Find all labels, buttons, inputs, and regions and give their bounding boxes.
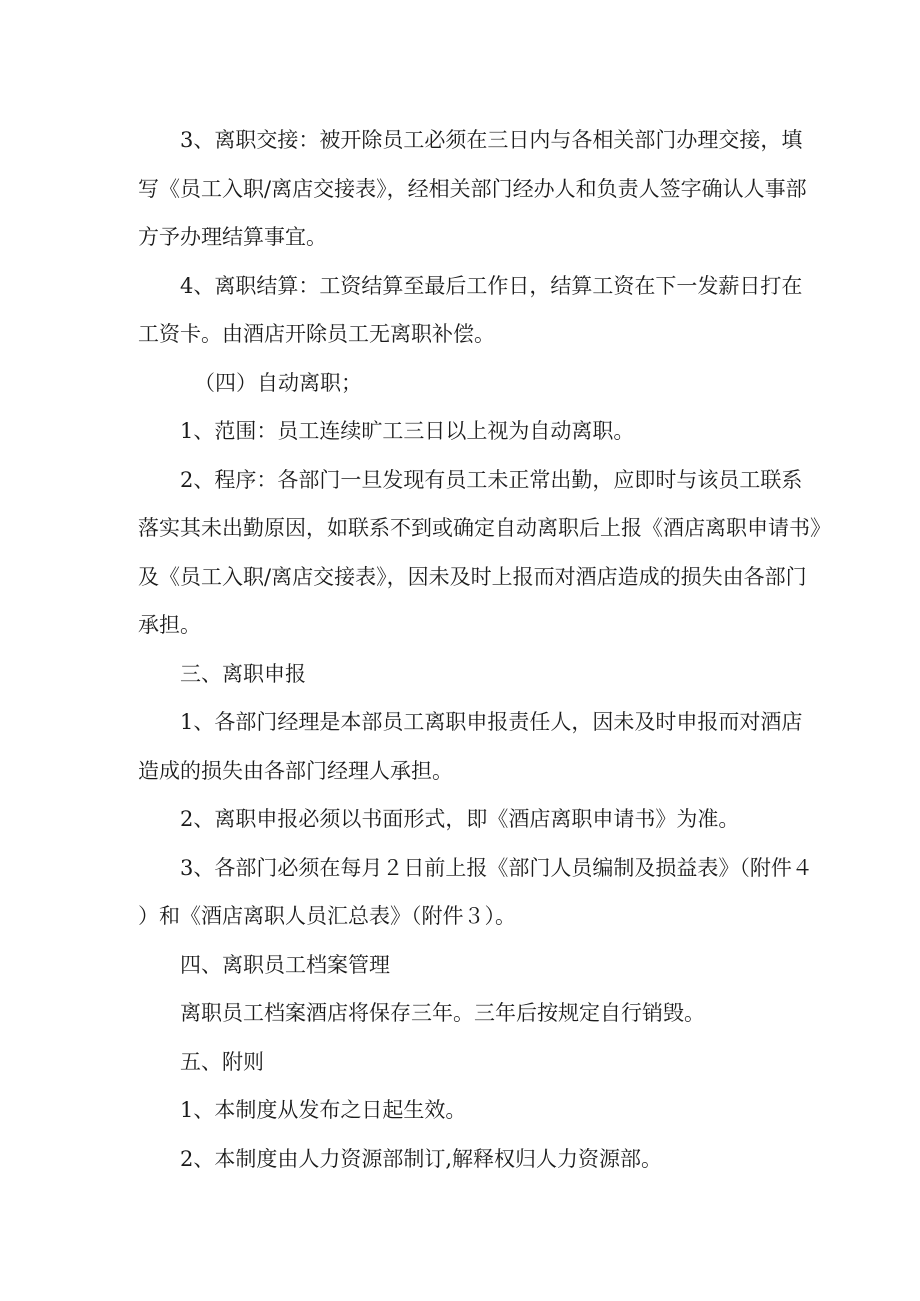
text-line: 落实其未出勤原因，如联系不到或确定自动离职后上报《酒店离职申请书》 xyxy=(138,516,831,540)
text-line: 2、本制度由人力资源部制订,解释权归人力资源部。 xyxy=(180,1146,663,1171)
text-line: 3、各部门必须在每月２日前上报《部门人员编制及损益表》（附件４ xyxy=(180,855,813,880)
text-line: 承担。 xyxy=(138,613,201,637)
text-line: 写《员工入职/离店交接表》，经相关部门经办人和负责人签字确认人事部 xyxy=(138,176,807,201)
paragraph-manager-responsibility xyxy=(138,698,803,795)
text-line: 离职员工档案酒店将保存三年。三年后按规定自行销毁。 xyxy=(180,1001,705,1025)
paragraph-monthly-report xyxy=(138,844,813,941)
text-line: 4、离职结算：工资结算至最后工作日，结算工资在下一发薪日打在 xyxy=(180,273,803,298)
text-line: 方予办理结算事宜。 xyxy=(138,225,327,249)
paragraph-handover xyxy=(138,116,807,262)
section-heading: （四）自动离职； xyxy=(194,370,362,395)
paragraph-settlement xyxy=(138,262,803,359)
heading-archive-management xyxy=(138,941,788,990)
text-line: 3、离职交接：被开除员工必须在三日内与各相关部门办理交接，填 xyxy=(180,128,803,152)
heading-supplementary xyxy=(138,1038,788,1087)
text-line: 造成的损失由各部门经理人承担。 xyxy=(138,758,453,783)
text-line: 1、范围：员工连续旷工三日以上视为自动离职。 xyxy=(180,419,635,443)
text-line: 2、离职申报必须以书面形式，即《酒店离职申请书》为准。 xyxy=(180,807,740,831)
document-body xyxy=(138,116,831,1183)
text-line: ）和《酒店离职人员汇总表》（附件３）。 xyxy=(138,904,516,928)
text-line: 及《员工入职/离店交接表》，因未及时上报而对酒店造成的损失由各部门 xyxy=(138,564,807,589)
text-line: 工资卡。由酒店开除员工无离职补偿。 xyxy=(138,322,495,346)
paragraph-scope xyxy=(138,407,788,456)
paragraph-archive-retention xyxy=(138,989,788,1038)
paragraph-effective-date xyxy=(138,1086,788,1135)
heading-resignation-report xyxy=(138,650,788,699)
paragraph-written-form xyxy=(138,795,788,844)
paragraph-procedure xyxy=(138,456,831,650)
text-line: 2、程序：各部门一旦发现有员工未正常出勤，应即时与该员工联系 xyxy=(180,467,803,492)
section-heading: 三、离职申报 xyxy=(180,661,306,686)
section-heading: 五、附则 xyxy=(180,1049,264,1074)
section-heading: 四、离职员工档案管理 xyxy=(180,952,390,977)
paragraph-interpretation xyxy=(138,1135,788,1184)
text-line: 1、本制度从发布之日起生效。 xyxy=(180,1098,467,1122)
text-line: 1、各部门经理是本部员工离职申报责任人，因未及时申报而对酒店 xyxy=(180,710,803,734)
heading-auto-resignation xyxy=(138,359,788,408)
